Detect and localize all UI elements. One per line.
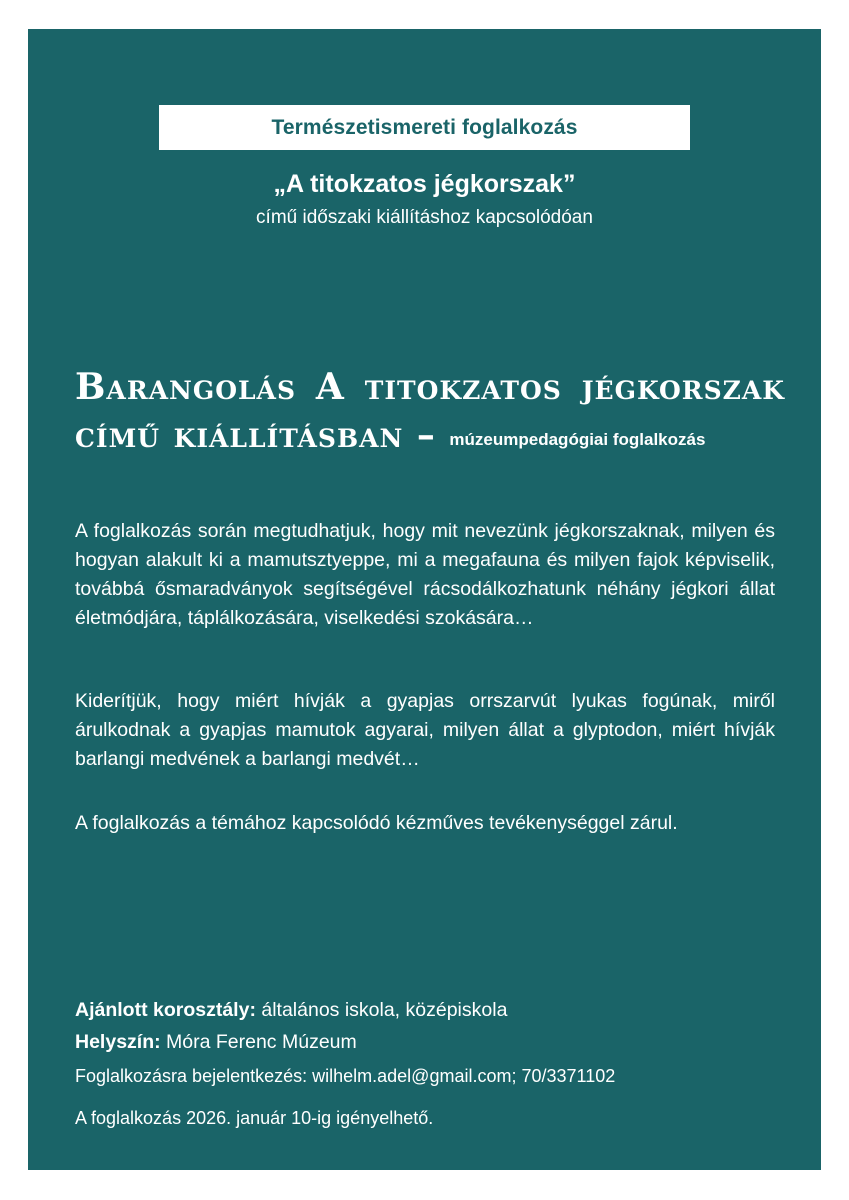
heading-line-1: Barangolás A titokzatos jégkorszak	[75, 366, 785, 408]
exhibition-subtitle: című időszaki kiállításhoz kapcsolódóan	[256, 207, 593, 228]
age-group	[75, 998, 507, 1022]
heading-line-2	[75, 411, 785, 464]
heading-line-2-text: című kiállításban	[75, 414, 404, 456]
poster-panel	[28, 29, 821, 1170]
main-heading	[75, 363, 785, 464]
heading-note: múzeumpedagógiai foglalkozás	[449, 430, 706, 449]
age-group-value: általános iskola, középiskola	[255, 999, 508, 1021]
description-paragraph-1: A foglalkozás során megtudhatjuk, hogy mit nevezünk jégkorszaknak, milyen és hogyan alakult ki a mamutsztyeppe, mi a megafauna és milyen fajok képviselik, továbbá ősmaradványok segítségével rácsodálkozhatunk néhány jégkori állat életmódjára, táplálkozására, viselkedési szokására…	[75, 520, 775, 629]
category-text: Természetismereti foglalkozás	[271, 115, 578, 139]
age-group-label: Ajánlott korosztály:	[75, 999, 256, 1021]
exhibition-title: „A titokzatos jégkorszak”	[273, 170, 576, 198]
description-paragraph-2: Kiderítjük, hogy miért hívják a gyapjas orrszarvút lyukas fogúnak, miről árulkodnak a gyapjas mamutok agyarai, milyen állat a glyptodon, miért hívják barlangi medvének a barlangi medvét…	[75, 690, 775, 770]
location	[75, 1030, 357, 1054]
description-paragraph-3: A foglalkozás a témához kapcsolódó kézműves tevékenységgel zárul.	[75, 812, 678, 834]
category-label	[159, 105, 690, 150]
location-value: Móra Ferenc Múzeum	[160, 1031, 357, 1053]
deadline-info: A foglalkozás 2026. január 10-ig igényelhető.	[75, 1108, 434, 1128]
registration-info: Foglalkozásra bejelentkezés: wilhelm.adel@gmail.com; 70/3371102	[75, 1066, 616, 1086]
heading-dash: –	[403, 414, 450, 456]
location-label: Helyszín:	[75, 1031, 161, 1053]
